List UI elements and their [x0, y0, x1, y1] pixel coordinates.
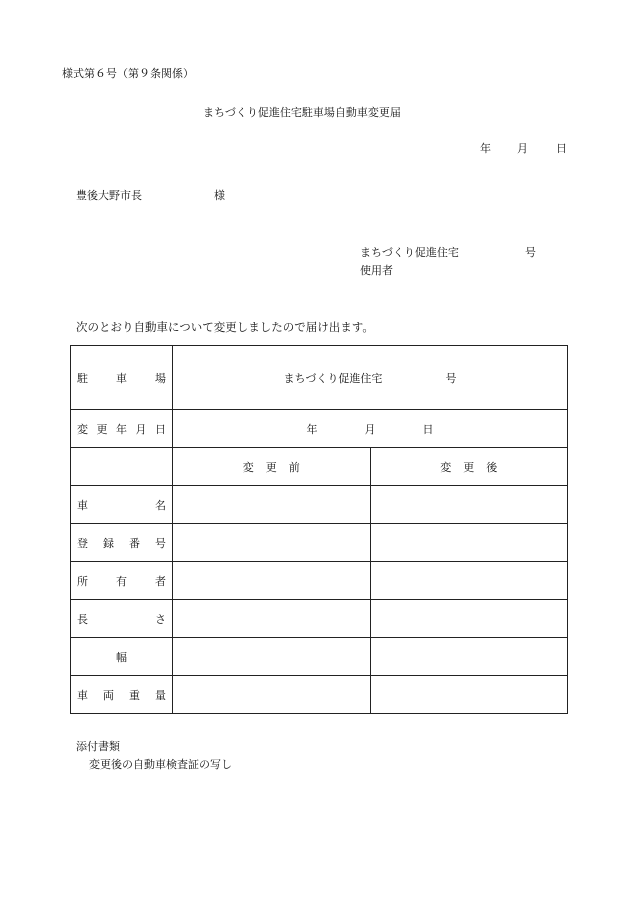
row-label-cell: [71, 600, 173, 638]
header-before-char: 変: [242, 460, 254, 474]
row-after-cell[interactable]: [370, 676, 568, 714]
table-row: [71, 486, 568, 524]
header-after: [371, 459, 568, 475]
addressee-name: 豊後大野市長: [76, 189, 142, 202]
header-before-char: 前: [288, 460, 300, 474]
parking-label-char: 駐: [77, 371, 88, 385]
addressee-honorific: 様: [214, 189, 225, 202]
applicant-housing: まちづくり促進住宅: [360, 246, 459, 259]
row-label: [71, 573, 172, 589]
header-after-char: 後: [486, 460, 498, 474]
row-label-char: 録: [103, 536, 114, 550]
change-date-month: 月: [364, 422, 376, 436]
change-date-day: 日: [422, 422, 434, 436]
change-date-label-char: 月: [135, 422, 147, 436]
change-date-label-char: 日: [155, 422, 166, 436]
attachments-item: 変更後の自動車検査証の写し: [89, 758, 232, 771]
table-row: [71, 562, 568, 600]
row-before-cell[interactable]: [173, 676, 371, 714]
row-label: [71, 497, 172, 513]
row-before-cell[interactable]: [173, 600, 371, 638]
row-label-cell: [71, 676, 173, 714]
change-date-row: [71, 410, 568, 448]
parking-value-cell[interactable]: [173, 346, 568, 410]
table-row: [71, 638, 568, 676]
header-after-char: 変: [440, 460, 452, 474]
row-before-cell[interactable]: [173, 524, 371, 562]
row-label-char: 量: [155, 688, 166, 702]
change-date-label-cell: [71, 410, 173, 448]
parking-label-char: 場: [155, 371, 166, 385]
form-title: まちづくり促進住宅駐車場自動車変更届: [203, 106, 401, 119]
table-row: [71, 600, 568, 638]
parking-label-char: 車: [116, 371, 127, 385]
row-before-cell[interactable]: [173, 562, 371, 600]
row-label: [71, 687, 172, 703]
row-label-char: 車: [77, 498, 88, 512]
row-label-cell: [71, 638, 173, 676]
parking-label-cell: [71, 346, 173, 410]
row-label-char: 有: [116, 574, 127, 588]
intro-text: 次のとおり自動車について変更しましたので届け出ます。: [76, 320, 374, 334]
row-after-cell[interactable]: [370, 638, 568, 676]
change-date-label-char: 変: [77, 422, 88, 436]
row-before-cell[interactable]: [173, 638, 371, 676]
header-before-cell: [173, 448, 371, 486]
parking-housing: まちづくり促進住宅: [283, 371, 383, 385]
row-label-char: 所: [77, 574, 88, 588]
row-after-cell[interactable]: [370, 486, 568, 524]
row-label: [71, 535, 172, 551]
header-empty-cell: [71, 448, 173, 486]
applicant-user-label: 使用者: [360, 264, 393, 277]
date-day: 日: [556, 142, 567, 155]
change-date-label-char: 更: [96, 422, 108, 436]
header-after-char: 更: [463, 460, 475, 474]
row-label-char: 車: [77, 688, 88, 702]
form-number: 様式第６号（第９条関係）: [62, 67, 194, 80]
item-rows: [71, 486, 568, 714]
header-after-cell: [370, 448, 568, 486]
change-table: [70, 345, 568, 714]
row-label-char: 両: [103, 688, 114, 702]
row-label: [71, 611, 172, 627]
row-label-cell: [71, 562, 173, 600]
change-date-label: [71, 421, 172, 437]
date-year: 年: [480, 142, 491, 155]
attachments-heading: 添付書類: [76, 740, 120, 753]
change-date-label-char: 年: [116, 422, 127, 436]
date-month: 月: [517, 142, 528, 155]
table-row: [71, 676, 568, 714]
row-before-cell[interactable]: [173, 486, 371, 524]
change-date-year: 年: [306, 422, 318, 436]
row-label-char: さ: [155, 612, 166, 626]
row-label-cell: [71, 486, 173, 524]
parking-label: [71, 370, 172, 386]
header-before: [173, 459, 370, 475]
parking-number-label: 号: [445, 371, 457, 385]
row-label-char: 重: [129, 688, 140, 702]
row-label-char: 者: [155, 574, 166, 588]
row-label-char: 番: [129, 536, 140, 550]
row-label-char: 号: [155, 536, 166, 550]
row-label: 幅: [116, 650, 127, 664]
row-label-cell: [71, 524, 173, 562]
parking-row: [71, 346, 568, 410]
header-row: [71, 448, 568, 486]
change-date-value-cell[interactable]: [173, 410, 568, 448]
row-after-cell[interactable]: [370, 600, 568, 638]
table-row: [71, 524, 568, 562]
row-after-cell[interactable]: [370, 524, 568, 562]
row-label-char: 長: [77, 612, 88, 626]
row-label-char: 名: [155, 498, 166, 512]
row-after-cell[interactable]: [370, 562, 568, 600]
row-label-char: 登: [77, 536, 88, 550]
header-before-char: 更: [265, 460, 277, 474]
applicant-number-label: 号: [525, 246, 536, 259]
